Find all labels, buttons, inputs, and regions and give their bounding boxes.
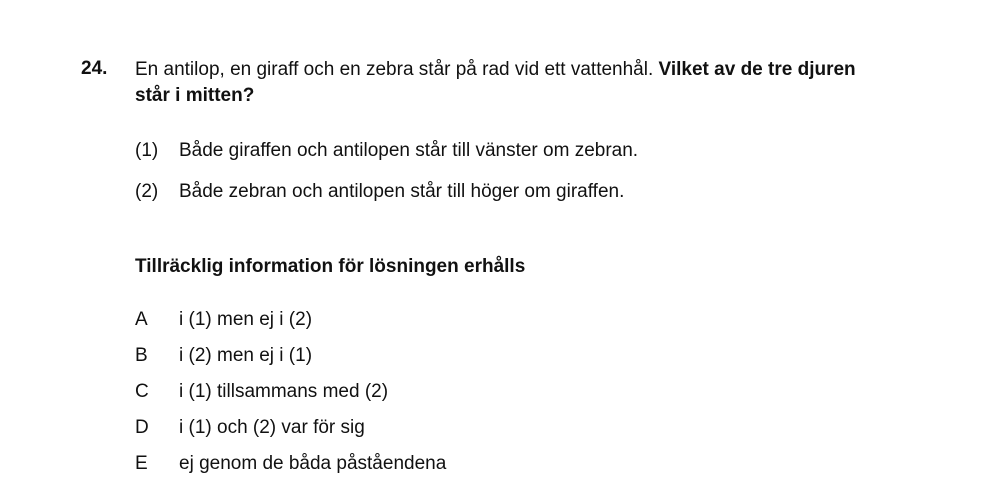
- question-stem-prompt: Vilket av de tre djuren står i mitten?: [135, 59, 856, 106]
- option-text: ej genom de båda påståendena: [179, 453, 447, 474]
- statement-number: (2): [135, 181, 159, 202]
- answer-option-a[interactable]: [135, 308, 312, 332]
- option-letter: B: [135, 345, 148, 366]
- answer-option-e[interactable]: [135, 452, 446, 476]
- option-text: i (2) men ej i (1): [179, 345, 313, 366]
- statement-2: [135, 180, 624, 204]
- option-letter: D: [135, 417, 149, 438]
- statement-1: [135, 139, 638, 163]
- statement-number: (1): [135, 140, 159, 161]
- statement-text: Både giraffen och antilopen står till vänster om zebran.: [179, 140, 639, 161]
- question-stem-text: En antilop, en giraff och en zebra står på rad vid ett vattenhål.: [135, 59, 659, 80]
- option-letter: C: [135, 381, 149, 402]
- answer-option-b[interactable]: [135, 344, 312, 368]
- option-text: i (1) tillsammans med (2): [179, 381, 389, 402]
- question-stem: [135, 57, 895, 109]
- option-letter: E: [135, 453, 148, 474]
- answer-lead-text: Tillräcklig information för lösningen erhålls: [135, 256, 526, 277]
- option-text: i (1) och (2) var för sig: [179, 417, 365, 438]
- option-text: i (1) men ej i (2): [179, 309, 313, 330]
- answer-option-c[interactable]: [135, 380, 388, 404]
- answer-option-d[interactable]: [135, 416, 365, 440]
- option-letter: A: [135, 309, 148, 330]
- question-number: 24.: [81, 58, 108, 79]
- statement-text: Både zebran och antilopen står till höger om giraffen.: [179, 181, 625, 202]
